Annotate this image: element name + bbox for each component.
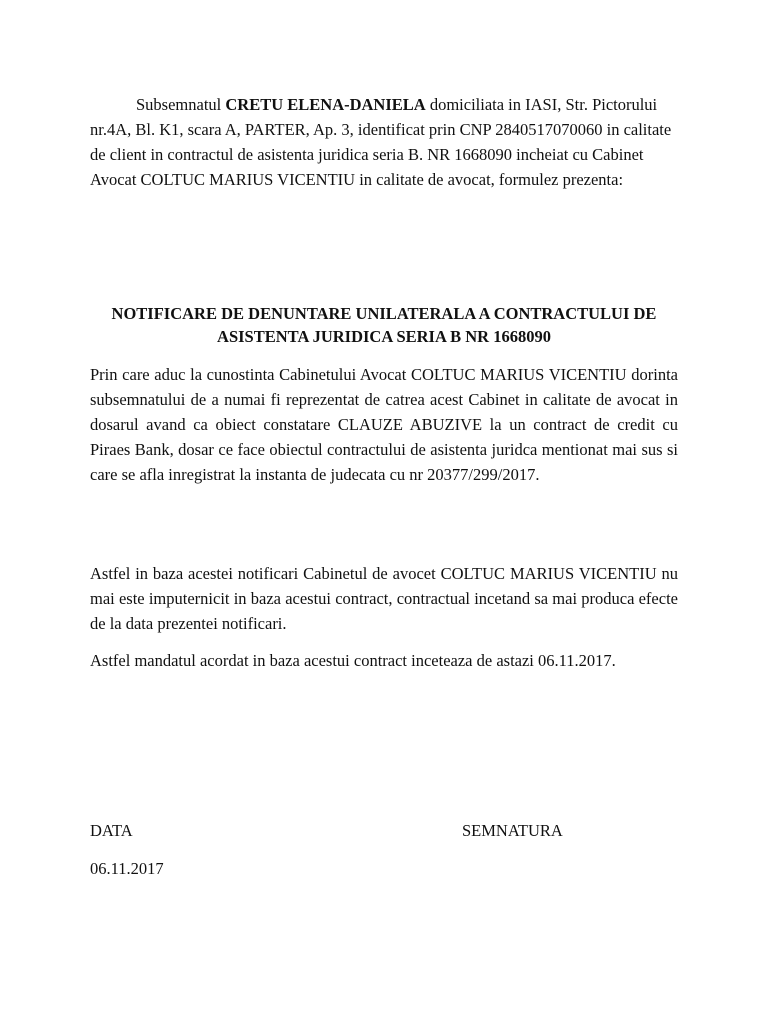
client-name: CRETU ELENA-DANIELA xyxy=(225,95,426,114)
document-title xyxy=(90,302,678,348)
signature-label: SEMNATURA xyxy=(462,821,563,840)
title-line-1: NOTIFICARE DE DENUNTARE UNILATERALA A CONTRACTULUI DE xyxy=(111,304,657,323)
date-label: DATA xyxy=(90,821,133,840)
body-paragraph-3: Astfel mandatul acordat in baza acestui contract inceteaza de astazi 06.11.2017. xyxy=(90,651,616,670)
date-value: 06.11.2017 xyxy=(90,859,164,878)
title-line-2: ASISTENTA JURIDICA SERIA B NR 1668090 xyxy=(217,327,551,346)
intro-text-rest: domiciliata in IASI, Str. Pictorului nr.4A, Bl. K1, scara A, PARTER, Ap. 3, identificat prin CNP 2840517070060 in calitate de client in contractul de asistenta juridica seria B. NR 1668090 incheiat cu Cabinet Avocat COLTUC MARIUS VICENTIU in calitate de avocat, formulez prezenta: xyxy=(90,95,672,189)
intro-text-start: Subsemnatul xyxy=(136,95,226,114)
intro-paragraph xyxy=(90,92,690,192)
body-paragraph-2: Astfel in baza acestei notificari Cabinetul de avocet COLTUC MARIUS VICENTIU nu mai este imputernicit in baza acestui contract, contractual incetand sa mai produca efecte de la data prezentei notificari. xyxy=(90,564,678,633)
body-paragraph-1: Prin care aduc la cunostinta Cabinetului Avocat COLTUC MARIUS VICENTIU dorinta subsemnatului de a numai fi reprezentat de catrea acest Cabinet in calitate de avocat in dosarul avand ca obiect constatare CLAUZE ABUZIVE la un contract de credit cu Piraes Bank, dosar ce face obiectul contractului de asistenta juridca mentionat mai sus si care se afla inregistrat la instanta de judecata cu nr 20377/299/2017. xyxy=(90,365,678,484)
